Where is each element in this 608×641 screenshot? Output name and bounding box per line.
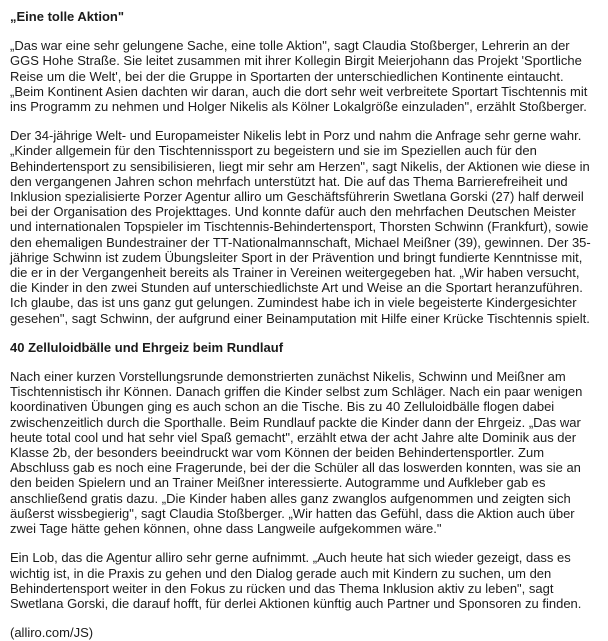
article-paragraph-event: Nach einer kurzen Vorstellungsrunde demonstrierten zunächst Nikelis, Schwinn und Meißner am Tischtennistisch ihr Können. Danach griffen die Kinder selbst zum Schläger. Nach ein paar wenigen koordinativen Übungen ging es auch schon an die Tische. Bis zu 40 Zelluloidbälle flogen dabei zwischenzeitlich durch die Sporthalle. Beim Rundlauf packte die Kinder dann der Ehrgeiz. „Das war heute total cool und hat sehr viel Spaß gemacht", erzählt etwa der acht Jahre alte Dominik aus der Klasse 2b, der besonders beeindruckt war vom Können der beiden Behindertensportler. Zum Abschluss gab es noch eine Fragerunde, bei der die Schüler all das loswerden konnten, was sie an den beiden Spielern und an Trainer Meißner interessierte. Autogramme und Aufkleber gab es anschließend gratis dazu. „Die Kinder haben alles ganz zwanglos aufgenommen und zeigten sich äußerst wissbegierig", sagt Claudia Stoßberger. „Wir hatten das Gefühl, dass die Aktion auch über zwei Tage hätte gehen können, ohne dass Langweile aufgekommen wäre." — [10, 369, 583, 537]
article-paragraph-intro: „Das war eine sehr gelungene Sache, eine tolle Aktion", sagt Claudia Stoßberger, Lehrerin an der GGS Hohe Straße. Sie leitet zusammen mit ihrer Kollegin Birgit Meierjohann das Projekt 'Sportliche Reise um die Welt', bei der die Gruppe in Sportarten der unterschiedlichen Kontinente eintaucht. „Beim Kontinent Asien dachten wir daran, auch die dort sehr weit verbreitete Sportart Tischtennis mit ins Programm zu nehmen und Holger Nikelis als Kölner Lokalgröße einzuladen", erzählt Stoßberger. — [10, 38, 588, 115]
article-source: (alliro.com/JS) — [10, 625, 94, 641]
article-paragraph-players: Der 34-jährige Welt- und Europameister Nikelis lebt in Porz und nahm die Anfrage sehr gerne wahr. „Kinder allgemein für den Tischtennissport zu begeistern und sie im Speziellen auch für den Behindertensport zu sensibilisieren, liegt mir sehr am Herzen", sagt Nikelis, der Aktionen wie diese in den vergangenen Jahren schon mehrfach unterstützt hat. Die auf das Thema Barrierefreiheit und Inklusion spezialisierte Porzer Agentur alliro um Geschäftsführerin Swetlana Gorski (27) half derweil bei der Organisation des Projekttages. Und konnte dafür auch den mehrfachen Deutschen Meister und internationalen Topspieler im Tischtennis-Behindertensport, Thorsten Schwinn (Frankfurt), sowie den ehemaligen Bundestrainer der TT-Nationalmannschaft, Michael Meißner (39), gewinnen. Der 35-jährige Schwinn ist zudem Übungsleiter Sport in der Prävention und bringt fundierte Kenntnisse mit, die er in der Vergangenheit bereits als Trainer in Vereinen weitergegeben hat. „Wir haben versucht, die Kinder in den zwei Stunden auf unterschiedlichste Art und Weise an die Sportart heranzuführen. Ich glaube, das ist uns ganz gut gelungen. Zumindest habe ich in viele begeisterte Kindergesichter gesehen", sagt Schwinn, der aufgrund einer Beinamputation mit Hilfe einer Krücke Tischtennis spielt. — [10, 128, 591, 326]
section-heading-rundlauf: 40 Zelluloidbälle und Ehrgeiz beim Rundlauf — [10, 339, 284, 355]
article-title: „Eine tolle Aktion" — [10, 9, 125, 24]
article-paragraph-closing: Ein Lob, das die Agentur alliro sehr gerne aufnimmt. „Auch heute hat sich wieder gezeigt, dass es wichtig ist, in die Praxis zu gehen und den Dialog gerade auch mit Kindern zu suchen, um den Behindertensport weiter in den Fokus zu rücken und das Thema Inklusion aktiv zu leben", sagt Swetlana Gorski, die darauf hofft, für derlei Aktionen künftig auch Partner und Sponsoren zu finden. — [10, 550, 582, 611]
